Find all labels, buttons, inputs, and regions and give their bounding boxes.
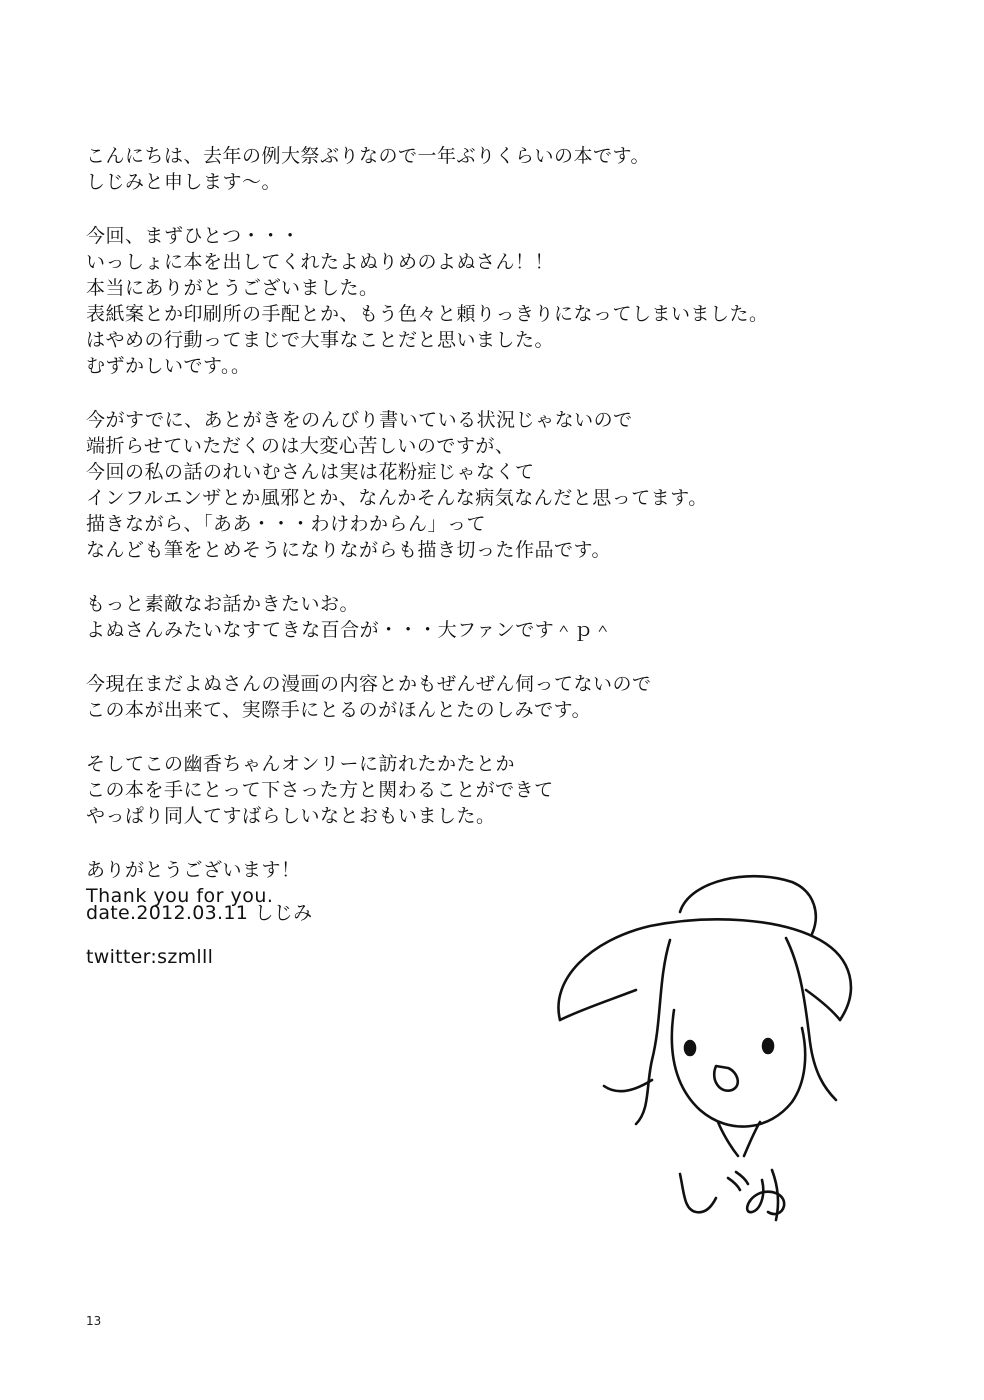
text-line: 表紙案とか印刷所の手配とか、もう色々と頼りっきりになってしまいました。 xyxy=(86,303,769,325)
text-line: 今回、まずひとつ・・・ xyxy=(86,225,301,247)
text-line: こんにちは、去年の例大祭ぶりなので一年ぶりくらいの本です。 xyxy=(86,145,650,167)
text-line: 本当にありがとうございました。 xyxy=(86,277,379,299)
text-line: 描きながら、「ああ・・・わけわからん」って xyxy=(86,513,487,535)
text-line: よぬさんみたいなすてきな百合が・・・大ファンです＾ｐ＾ xyxy=(86,619,613,641)
twitter-handle: twitter:szmlll xyxy=(86,946,214,968)
girl-with-hat-sketch-icon xyxy=(540,860,870,1250)
paragraph-event xyxy=(86,751,906,829)
text-line: ありがとうございます！ xyxy=(86,859,301,881)
afterword-text xyxy=(86,143,906,937)
paragraph-story-notes xyxy=(86,407,906,563)
text-line: そしてこの幽香ちゃんオンリーに訪れたかたとか xyxy=(86,753,516,775)
date-signature: date.2012.03.11 しじみ xyxy=(86,902,313,924)
text-line: はやめの行動ってまじで大事なことだと思いました。 xyxy=(86,329,555,351)
paragraph-anticipation xyxy=(86,671,906,723)
text-line: やっぱり同人てすばらしいなとおもいました。 xyxy=(86,805,496,827)
text-line: なんども筆をとめそうになりながらも描き切った作品です。 xyxy=(86,539,611,561)
text-line: むずかしいです。。 xyxy=(86,355,251,377)
text-line: インフルエンザとか風邪とか、なんかそんな病気なんだと思ってます。 xyxy=(86,487,708,509)
text-line: しじみと申します〜。 xyxy=(86,171,282,193)
text-line: Thank you for you. xyxy=(86,885,274,907)
text-line: この本が出来て、実際手にとるのがほんとたのしみです。 xyxy=(86,699,592,721)
paragraph-thanks-partner xyxy=(86,223,906,379)
text-line: この本を手にとって下さった方と関わることができて xyxy=(86,779,554,801)
paragraph-wish xyxy=(86,591,906,643)
paragraph-greeting xyxy=(86,143,906,195)
page-number: 13 xyxy=(86,1314,102,1328)
text-line: いっしょに本を出してくれたよぬりめのよぬさん！！ xyxy=(86,251,555,273)
text-line: 今がすでに、あとがきをのんびり書いている状況じゃないので xyxy=(86,409,633,431)
text-line: 今現在まだよぬさんの漫画の内容とかもぜんぜん伺ってないので xyxy=(86,673,652,695)
text-line: もっと素敵なお話かきたいお。 xyxy=(86,593,360,615)
text-line: 今回の私の話のれいむさんは実は花粉症じゃなくて xyxy=(86,461,535,483)
text-line: 端折らせていただくのは大変心苦しいのですが、 xyxy=(86,435,515,457)
